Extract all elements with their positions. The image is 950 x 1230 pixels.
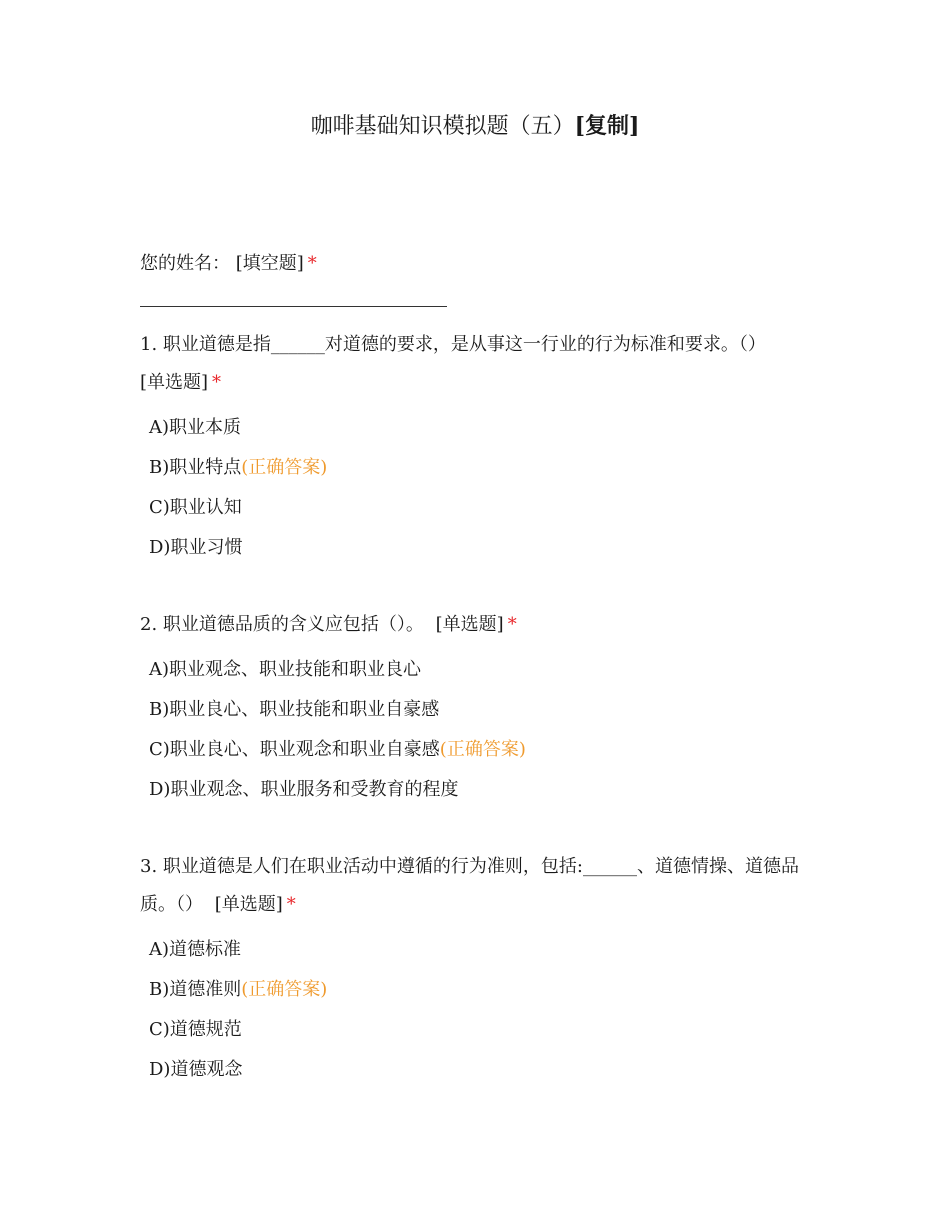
required-mark: * xyxy=(307,253,317,274)
question-3-type: [单选题] xyxy=(214,894,283,915)
name-question xyxy=(140,250,317,278)
question-1-option-d[interactable]: D)职业习惯 xyxy=(149,537,243,558)
question-2 xyxy=(140,606,805,644)
question-2-text: 2. 职业道德品质的含义应包括（）。 xyxy=(140,614,424,635)
required-mark: * xyxy=(507,614,517,635)
title-suffix: [复制] xyxy=(574,113,640,139)
question-1-text: 1. 职业道德是指______对道德的要求，是从事这一行业的行为标准和要求。（） xyxy=(140,334,766,355)
question-3-text: 3. 职业道德是人们在职业活动中遵循的行为准则，包括:______、道德情操、道德品质。（） xyxy=(140,856,799,915)
correct-answer-note: (正确答案) xyxy=(241,979,328,1000)
name-answer-line[interactable] xyxy=(140,306,447,307)
page-title xyxy=(0,110,950,143)
name-question-label: 您的姓名： xyxy=(140,253,230,274)
correct-answer-note: (正确答案) xyxy=(241,457,328,478)
required-mark: * xyxy=(286,894,296,915)
question-1 xyxy=(140,326,805,402)
correct-answer-note: (正确答案) xyxy=(439,739,526,760)
question-3 xyxy=(140,848,805,924)
question-1-option-a[interactable]: A)职业本质 xyxy=(149,417,242,438)
question-2-option-c[interactable]: C)职业良心、职业观念和职业自豪感(正确答案) xyxy=(149,739,526,760)
name-question-type: [填空题] xyxy=(235,253,304,274)
question-2-option-d[interactable]: D)职业观念、职业服务和受教育的程度 xyxy=(149,779,459,800)
question-3-option-b[interactable]: B)道德准则(正确答案) xyxy=(149,979,328,1000)
question-1-type: [单选题] xyxy=(140,372,209,393)
question-3-option-d[interactable]: D)道德观念 xyxy=(149,1059,243,1080)
question-2-type: [单选题] xyxy=(435,614,504,635)
question-2-option-a[interactable]: A)职业观念、职业技能和职业良心 xyxy=(149,659,422,680)
question-1-option-c[interactable]: C)职业认知 xyxy=(149,497,242,518)
title-main: 咖啡基础知识模拟题（五） xyxy=(310,114,575,139)
question-3-option-a[interactable]: A)道德标准 xyxy=(149,939,242,960)
question-3-option-c[interactable]: C)道德规范 xyxy=(149,1019,242,1040)
question-1-option-b[interactable]: B)职业特点(正确答案) xyxy=(149,457,328,478)
required-mark: * xyxy=(212,372,222,393)
question-2-option-b[interactable]: B)职业良心、职业技能和职业自豪感 xyxy=(149,699,440,720)
